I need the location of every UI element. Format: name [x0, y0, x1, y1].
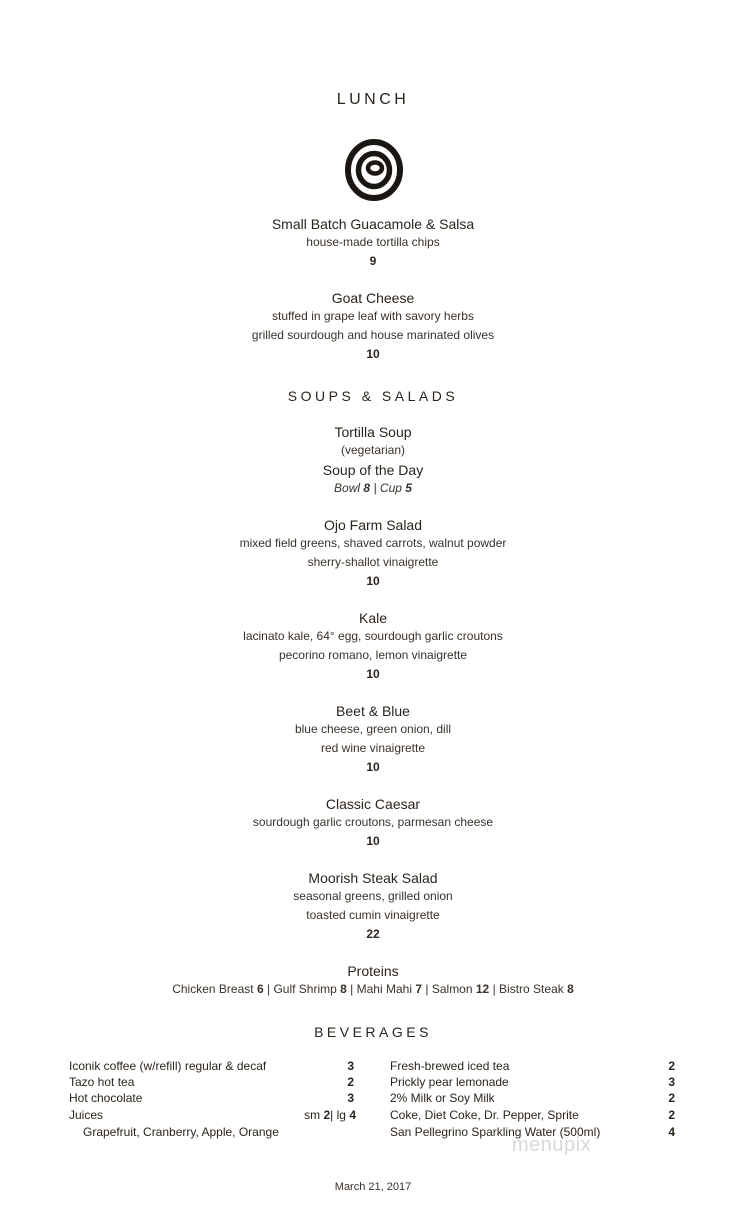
item-goat-cheese-name: Goat Cheese	[331, 290, 415, 306]
bev-right-4-name: San Pellegrino Sparkling Water (500ml)	[390, 1125, 601, 1139]
item-soup-of-day-name: Soup of the Day	[322, 462, 424, 478]
item-guacamole-name: Small Batch Guacamole & Salsa	[271, 216, 475, 232]
item-tortilla-soup-name: Tortilla Soup	[334, 424, 412, 440]
bev-left-0-name: Iconik coffee (w/refill) regular & decaf	[69, 1059, 267, 1073]
bev-juice-prices: sm 2| lg 4	[304, 1108, 356, 1122]
item-beet-blue-name: Beet & Blue	[336, 703, 410, 719]
item-goat-cheese-desc-2: grilled sourdough and house marinated olives	[251, 328, 495, 342]
item-kale-price: 10	[366, 667, 380, 681]
item-classic-caesar-name: Classic Caesar	[325, 796, 421, 812]
menu-date: March 21, 2017	[334, 1181, 412, 1193]
item-kale-desc-2: pecorino romano, lemon vinaigrette	[278, 648, 468, 662]
item-kale-desc-1: lacinato kale, 64° egg, sourdough garlic croutons	[243, 629, 503, 643]
item-moorish-steak-salad-desc-2: toasted cumin vinaigrette	[306, 908, 440, 922]
lunch-heading: LUNCH	[336, 91, 410, 108]
soups-salads-heading: SOUPS & SALADS	[287, 388, 459, 404]
bev-left-1-price: 2	[347, 1075, 354, 1089]
item-kale-name: Kale	[358, 610, 388, 626]
proteins-heading: Proteins	[347, 963, 399, 979]
menupix-watermark: menupix	[512, 1134, 592, 1156]
item-classic-caesar-desc: sourdough garlic croutons, parmesan cheese	[252, 815, 494, 829]
item-ojo-farm-salad-desc-1: mixed field greens, shaved carrots, walnut powder	[239, 536, 507, 550]
item-guacamole-price: 9	[369, 254, 377, 268]
item-moorish-steak-salad-price: 22	[366, 927, 380, 941]
bev-right-0-price: 2	[668, 1059, 675, 1073]
proteins-list: Chicken Breast 6 | Gulf Shrimp 8 | Mahi Mahi 7 | Salmon 12 | Bistro Steak 8	[172, 982, 574, 996]
item-beet-blue-desc-2: red wine vinaigrette	[320, 741, 426, 755]
item-goat-cheese-desc-1: stuffed in grape leaf with savory herbs	[272, 309, 474, 323]
item-ojo-farm-salad-price: 10	[366, 574, 380, 588]
bev-right-2-name: 2% Milk or Soy Milk	[390, 1091, 495, 1105]
item-ojo-farm-salad-desc-2: sherry-shallot vinaigrette	[307, 555, 439, 569]
spiral-logo-icon	[345, 139, 403, 201]
bev-left-2-name: Hot chocolate	[69, 1091, 143, 1105]
bev-right-2-price: 2	[668, 1091, 675, 1105]
bev-right-3-price: 2	[668, 1108, 675, 1122]
bev-left-0-price: 3	[347, 1059, 354, 1073]
item-tortilla-soup-note: (vegetarian)	[340, 443, 406, 457]
item-moorish-steak-salad-name: Moorish Steak Salad	[308, 870, 438, 886]
item-goat-cheese-price: 10	[366, 347, 380, 361]
bev-left-1-name: Tazo hot tea	[69, 1075, 135, 1089]
bev-right-0-name: Fresh-brewed iced tea	[390, 1059, 510, 1073]
item-guacamole-desc: house-made tortilla chips	[306, 235, 440, 249]
bev-right-3-name: Coke, Diet Coke, Dr. Pepper, Sprite	[390, 1108, 579, 1122]
item-moorish-steak-salad-desc-1: seasonal greens, grilled onion	[293, 889, 453, 903]
item-beet-blue-price: 10	[366, 760, 380, 774]
item-classic-caesar-price: 10	[366, 834, 380, 848]
bev-left-3-name: Juices	[69, 1108, 104, 1122]
beverages-heading: BEVERAGES	[314, 1024, 432, 1040]
bev-right-1-name: Prickly pear lemonade	[390, 1075, 509, 1089]
item-beet-blue-desc-1: blue cheese, green onion, dill	[294, 722, 452, 736]
bev-left-4-name: Grapefruit, Cranberry, Apple, Orange	[83, 1125, 279, 1139]
bev-right-1-price: 3	[668, 1075, 675, 1089]
bev-right-4-price: 4	[668, 1125, 675, 1139]
bev-left-2-price: 3	[347, 1091, 354, 1105]
item-soup-of-day-prices: Bowl 8 | Cup 5	[334, 481, 412, 495]
item-ojo-farm-salad-name: Ojo Farm Salad	[323, 517, 423, 533]
